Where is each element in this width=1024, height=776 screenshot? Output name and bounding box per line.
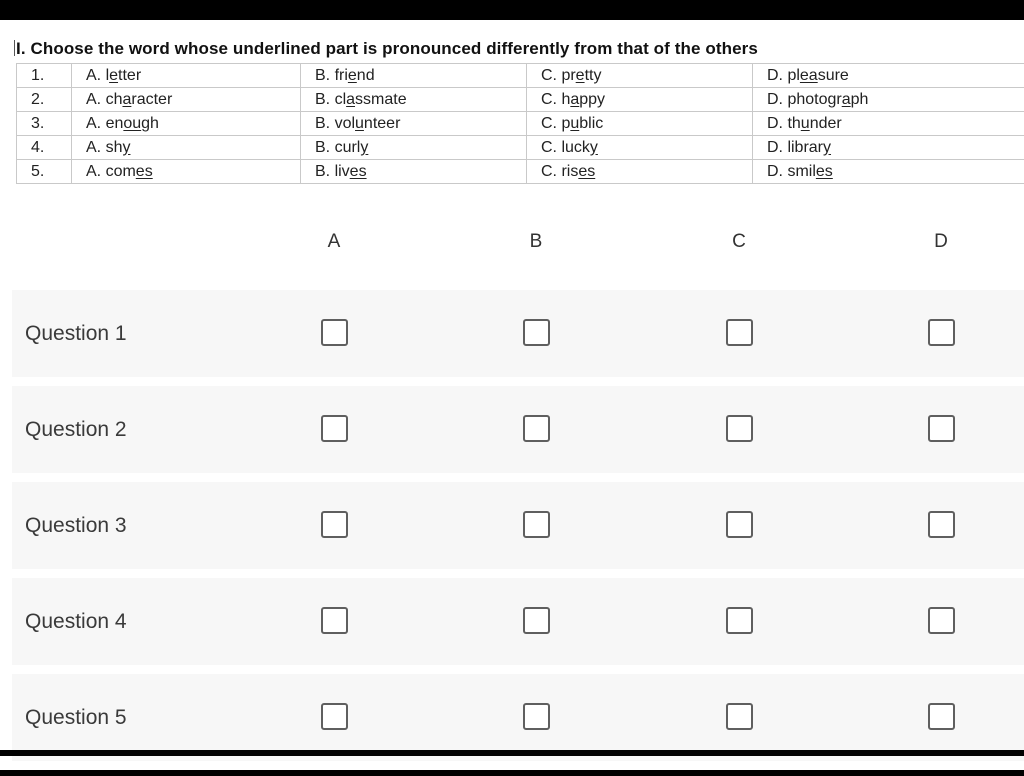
underlined-part: a — [570, 90, 580, 108]
option-text: C. pr — [541, 66, 576, 84]
option-text-rest: nder — [809, 114, 842, 132]
option-text-rest: blic — [579, 114, 604, 132]
grid-row-question-3 — [12, 482, 1024, 569]
option-text: A. en — [86, 114, 124, 132]
option-text-rest: nteer — [363, 114, 401, 132]
checkbox-q4-c[interactable] — [726, 607, 753, 634]
underlined-part: y — [589, 138, 598, 156]
checkbox-q3-c[interactable] — [726, 511, 753, 538]
grid-row-question-4 — [12, 578, 1024, 665]
underlined-part: u — [800, 114, 810, 132]
option-text: D. photogr — [767, 90, 842, 108]
grid-row-question-2 — [12, 386, 1024, 473]
option-text: B. cl — [315, 90, 347, 108]
option-text: C. luck — [541, 138, 590, 156]
column-header-a: A — [327, 231, 341, 252]
option-text-rest: gh — [141, 114, 159, 132]
checkbox-q3-d[interactable] — [928, 511, 955, 538]
checkbox-q3-a[interactable] — [321, 511, 348, 538]
checkbox-q5-c[interactable] — [726, 703, 753, 730]
checkbox-q1-c[interactable] — [726, 319, 753, 346]
underlined-part: es — [815, 162, 833, 180]
grid-row-question-1 — [12, 290, 1024, 377]
column-header-c: C — [732, 231, 746, 252]
question-number: 1. — [17, 64, 72, 88]
checkbox-q1-b[interactable] — [523, 319, 550, 346]
option-text: A. sh — [86, 138, 123, 156]
question-number: 2. — [17, 88, 72, 112]
underlined-part: a — [122, 90, 132, 108]
underlined-part: e — [109, 66, 119, 84]
underlined-part: a — [841, 90, 851, 108]
row-label: Question 3 — [25, 514, 127, 537]
option-text: C. ris — [541, 162, 579, 180]
option-text-rest: ssmate — [355, 90, 407, 108]
option-text: D. pl — [767, 66, 800, 84]
option-text: B. liv — [315, 162, 350, 180]
exercise-title-text: I. Choose the word whose underlined part is pronounced differently from that of the others — [16, 39, 758, 58]
option-text: D. th — [767, 114, 801, 132]
option-text-rest: ppy — [579, 90, 606, 108]
checkbox-q5-a[interactable] — [321, 703, 348, 730]
checkbox-q4-d[interactable] — [928, 607, 955, 634]
underlined-part: e — [575, 66, 585, 84]
option-text-rest: sure — [817, 66, 849, 84]
option-text: B. fri — [315, 66, 348, 84]
underlined-part: y — [823, 138, 832, 156]
question-number: 5. — [17, 160, 72, 184]
question-number: 4. — [17, 136, 72, 160]
grid-row-question-5 — [12, 674, 1024, 761]
answer-grid — [0, 20, 1024, 770]
checkbox-q5-d[interactable] — [928, 703, 955, 730]
underlined-part: es — [135, 162, 153, 180]
underlined-part: u — [355, 114, 364, 132]
option-text: D. smil — [767, 162, 816, 180]
question-number: 3. — [17, 112, 72, 136]
row-label: Question 4 — [25, 610, 127, 633]
row-label: Question 2 — [25, 418, 127, 441]
option-text-rest: nd — [356, 66, 375, 84]
underlined-part: y — [360, 138, 369, 156]
checkbox-q4-b[interactable] — [523, 607, 550, 634]
option-text: A. l — [86, 66, 110, 84]
option-text: B. vol — [315, 114, 356, 132]
underlined-part: a — [346, 90, 356, 108]
checkbox-q1-a[interactable] — [321, 319, 348, 346]
option-text: C. h — [541, 90, 571, 108]
underlined-part: e — [347, 66, 357, 84]
option-text-rest: ph — [850, 90, 869, 108]
option-text: A. ch — [86, 90, 123, 108]
checkbox-q2-c[interactable] — [726, 415, 753, 442]
option-text-rest: tty — [584, 66, 602, 84]
option-text: B. curl — [315, 138, 361, 156]
checkbox-q1-d[interactable] — [928, 319, 955, 346]
checkbox-q2-a[interactable] — [321, 415, 348, 442]
underlined-part: ea — [799, 66, 818, 84]
row-label: Question 5 — [25, 706, 127, 729]
bottom-border — [0, 750, 1024, 756]
underlined-part: es — [578, 162, 596, 180]
checkbox-q4-a[interactable] — [321, 607, 348, 634]
underlined-part: es — [349, 162, 367, 180]
option-text: D. librar — [767, 138, 824, 156]
document-page — [0, 20, 1024, 770]
checkbox-q3-b[interactable] — [523, 511, 550, 538]
row-label: Question 1 — [25, 322, 127, 345]
underlined-part: y — [122, 138, 131, 156]
checkbox-q2-d[interactable] — [928, 415, 955, 442]
checkbox-q2-b[interactable] — [523, 415, 550, 442]
option-text: A. com — [86, 162, 136, 180]
checkbox-q5-b[interactable] — [523, 703, 550, 730]
option-text-rest: racter — [131, 90, 173, 108]
underlined-part: u — [570, 114, 580, 132]
column-header-b: B — [529, 231, 543, 252]
option-text: C. p — [541, 114, 571, 132]
underlined-part: ou — [123, 114, 142, 132]
column-header-d: D — [934, 231, 948, 252]
option-text-rest: tter — [118, 66, 142, 84]
